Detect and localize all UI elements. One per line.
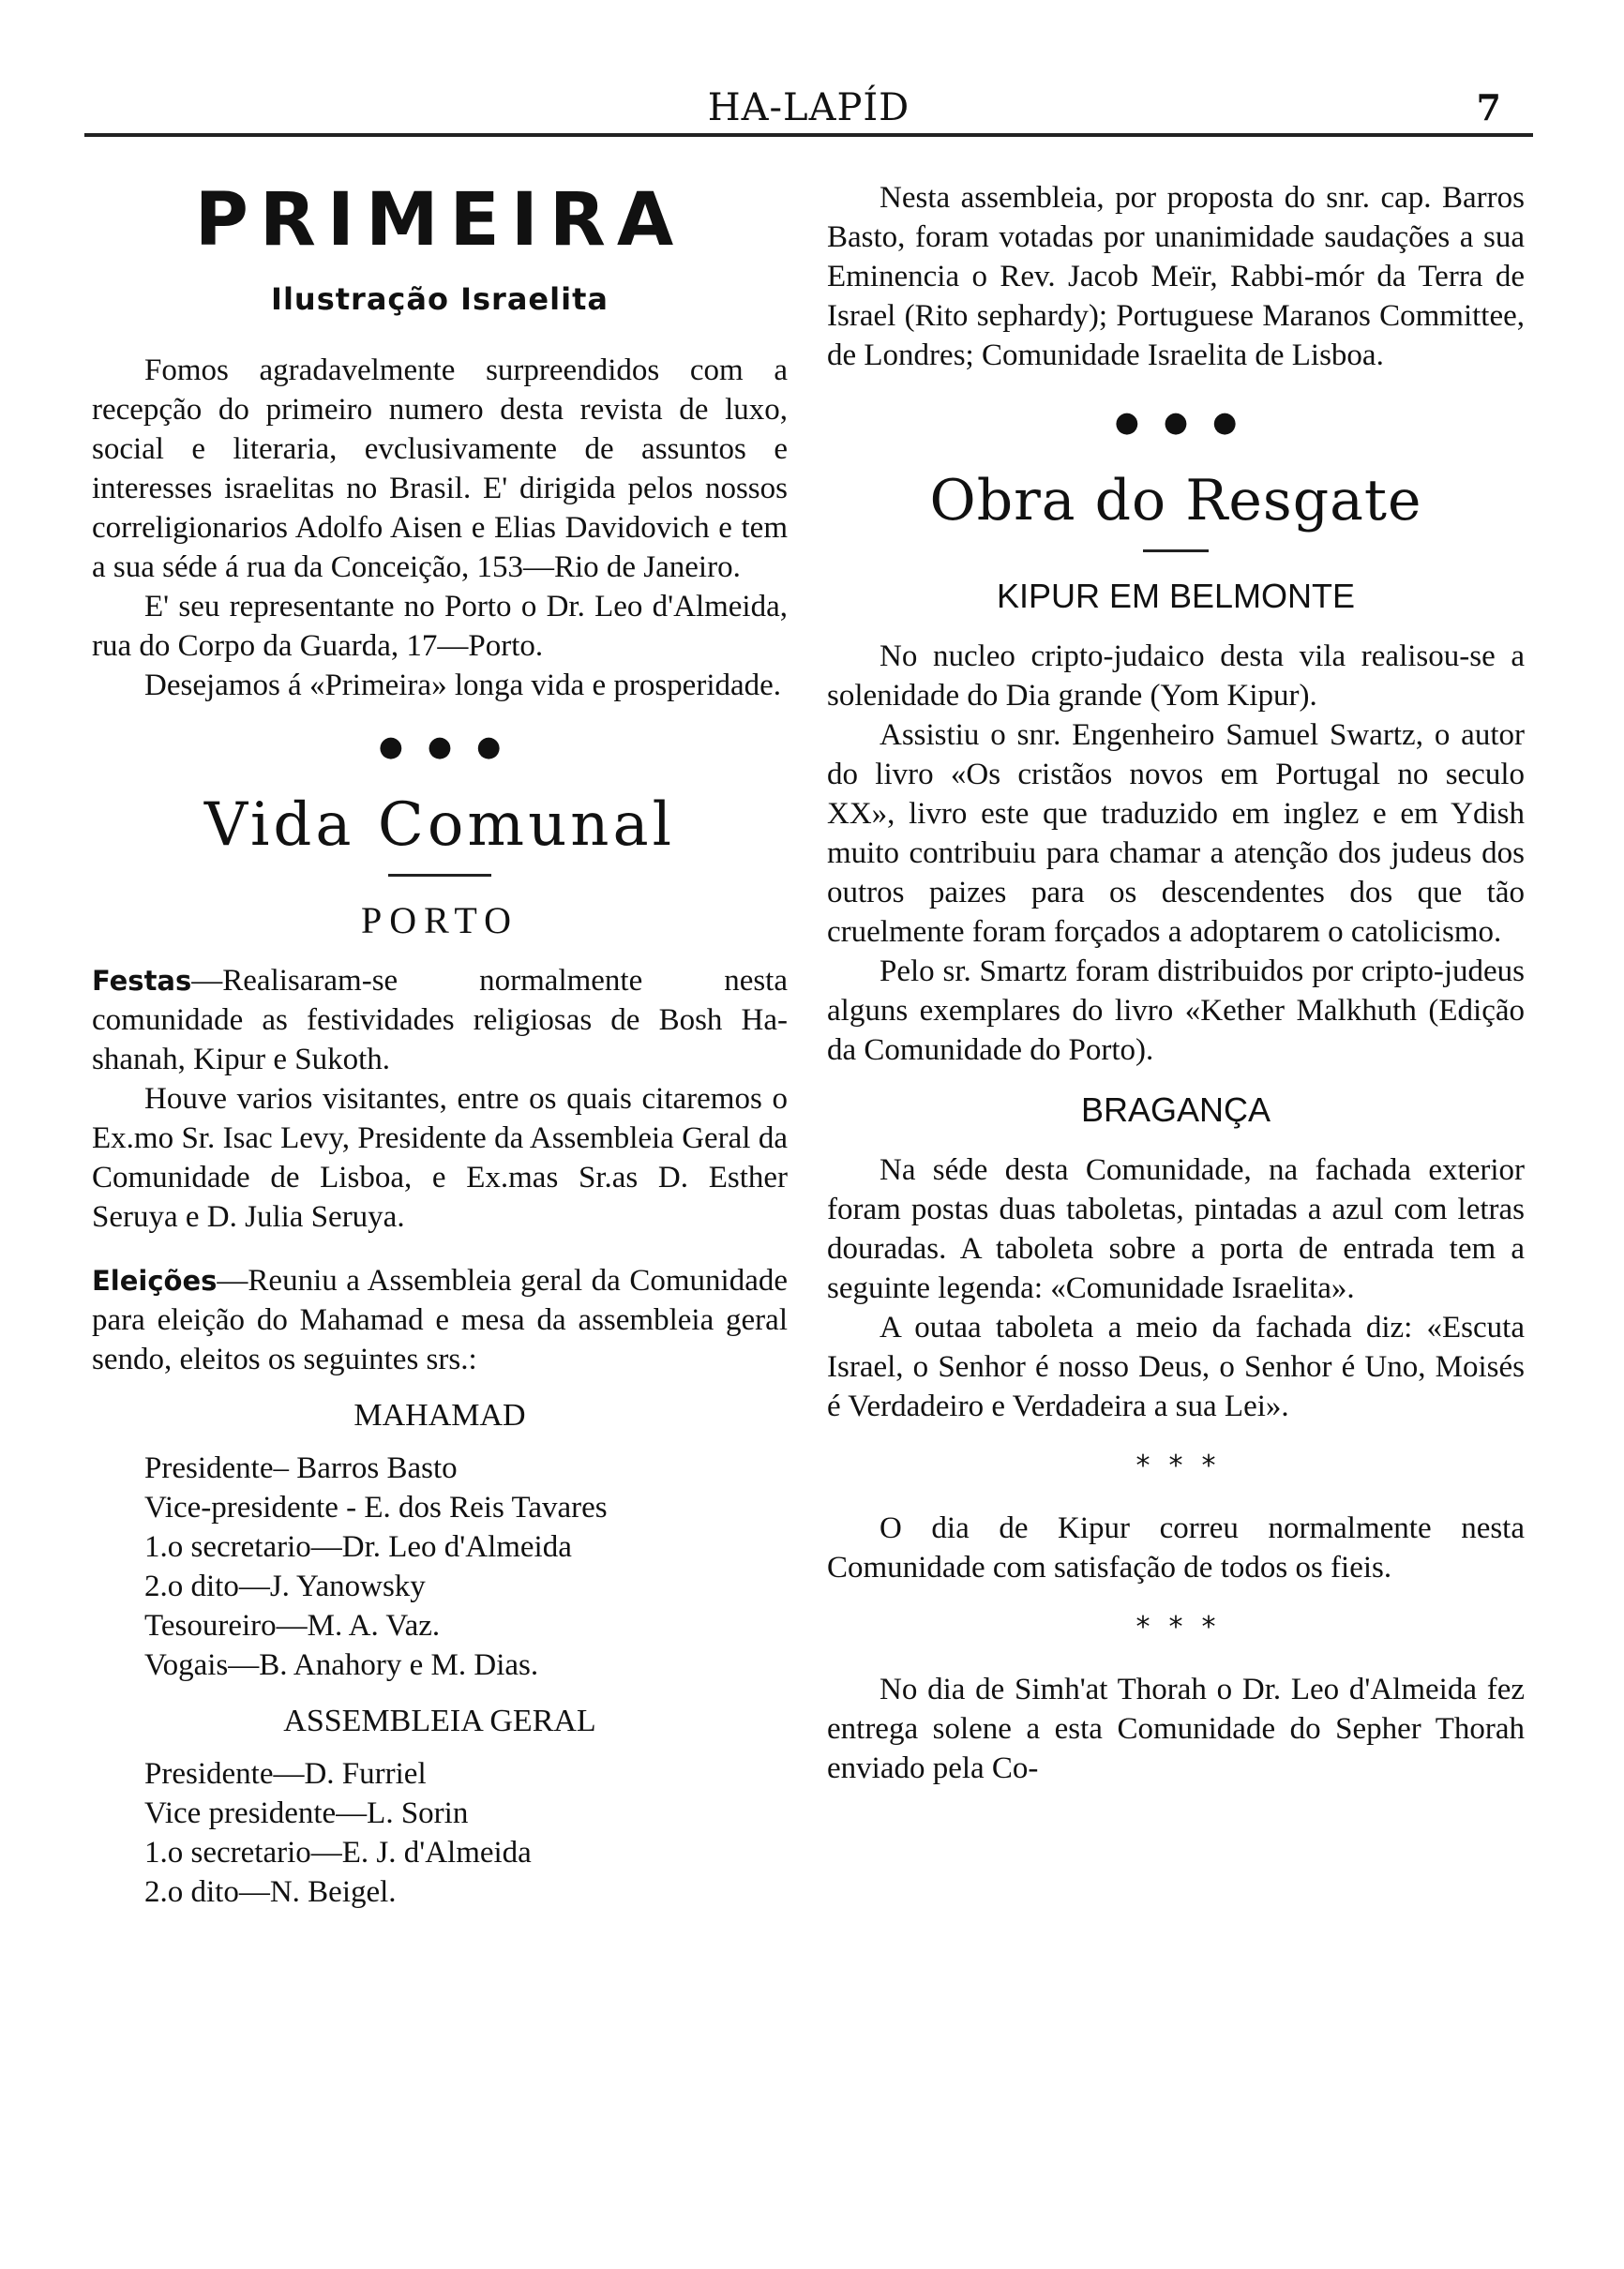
- mahamad-list: [92, 1449, 788, 1685]
- list-item: 2.o dito—N. Beigel.: [144, 1875, 397, 1909]
- kipur-normal-paragraph: O dia de Kipur correu normalmente nesta Comunidade com satisfação de todos os fieis.: [827, 1511, 1525, 1585]
- section-divider-stars: ***: [1135, 1450, 1235, 1482]
- kipur-paragraph: No nucleo cripto-judaico desta vila realisou-se a solenidade do Dia grande (Yom Kipur).: [827, 639, 1525, 713]
- list-item: 1.o secretario—E. J. d'Almeida: [144, 1836, 532, 1870]
- journal-title: HA-LAPÍD: [707, 86, 910, 129]
- primeira-subtitle: Ilustração Israelita: [271, 281, 609, 317]
- page-number: 7: [1476, 86, 1501, 128]
- festas-paragraph: [92, 961, 788, 1079]
- kipur-heading: KIPUR EM BELMONTE: [996, 577, 1356, 615]
- section-divider-stars: ***: [1135, 1611, 1235, 1644]
- eleicoes-label: Eleições: [92, 1265, 218, 1297]
- primeira-paragraph: E' seu representante no Porto o Dr. Leo d'Almeida, rua do Corpo da Guarda, 17—Porto.: [92, 590, 788, 663]
- title-rule: [1143, 549, 1209, 552]
- simhat-paragraph: No dia de Simh'at Thorah o Dr. Leo d'Almeida fez entrega solene a esta Comunidade do Sepher Thorah enviado pela Co-: [827, 1673, 1525, 1785]
- list-item: Presidente– Barros Basto: [144, 1451, 458, 1485]
- section-divider-dots: ●●●: [378, 730, 526, 763]
- primeira-paragraph: Fomos agradavelmente surpreendidos com a recepção do primeiro numero desta revista de luxo, social e literaria, evclusivamente de assuntos e interesses israelitas no Brasil. E' dirigida pelos nossos correligionarios Adolfo Aisen e Elias Davidovich e tem a sua séde á rua da Conceição, 153—Rio de Janeiro.: [92, 353, 788, 584]
- section-divider-dots: ●●●: [1114, 406, 1262, 439]
- right-column: [827, 178, 1525, 1788]
- title-rule: [388, 874, 491, 877]
- list-item: Presidente—D. Furriel: [144, 1757, 427, 1791]
- page-header: [84, 86, 1533, 143]
- spacer: [92, 1237, 788, 1261]
- vida-comunal-title: Vida Comunal: [203, 790, 676, 860]
- assembleia-heading: ASSEMBLEIA GERAL: [283, 1704, 596, 1738]
- braganca-paragraph: Na séde desta Comunidade, na fachada exterior foram postas duas taboletas, pintadas a azul com letras douradas. A taboleta sobre a porta de entrada tem a seguinte legenda: «Comunidade Israelita».: [827, 1153, 1525, 1305]
- list-item: 1.o secretario—Dr. Leo d'Almeida: [144, 1530, 572, 1564]
- kipur-paragraph: Pelo sr. Smartz foram distribuidos por cripto-judeus alguns exemplares do livro «Kether Malkhuth (Edição da Comunidade do Porto).: [827, 954, 1525, 1067]
- porto-heading: PORTO: [360, 899, 519, 941]
- festas-text: —Realisaram-se normalmente nesta comunidade as festividades religiosas de Bosh Ha-shanah, Kipur e Sukoth.: [92, 964, 788, 1076]
- list-item: 2.o dito—J. Yanowsky: [144, 1570, 426, 1603]
- visitantes-paragraph: Houve varios visitantes, entre os quais citaremos o Ex.mo Sr. Isac Levy, Presidente da Assembleia Geral da Comunidade de Lisboa, e Ex.mas Sr.as D. Esther Seruya e D. Julia Seruya.: [92, 1082, 788, 1234]
- mahamad-heading: MAHAMAD: [353, 1398, 526, 1433]
- eleicoes-paragraph: [92, 1261, 788, 1379]
- assembleia-list: [92, 1754, 788, 1912]
- header-rule: [84, 133, 1533, 137]
- obra-title: Obra do Resgate: [929, 468, 1422, 533]
- assembleia-paragraph: Nesta assembleia, por proposta do snr. cap. Barros Basto, foram votadas por unanimidade saudações a sua Eminencia o Rev. Jacob Meïr, Rabbi-mór da Terra de Israel (Rito sephardy); Portuguese Maranos Committee, de Londres; Comunidade Israelita de Lisboa.: [827, 181, 1525, 372]
- braganca-paragraph: A outaa taboleta a meio da fachada diz: «Escuta Israel, o Senhor é nosso Deus, o Senhor é Uno, Moisés é Verdadeiro e Verdadeira a sua Lei».: [827, 1311, 1525, 1423]
- list-item: Vogais—B. Anahory e M. Dias.: [144, 1648, 539, 1682]
- eleicoes-text: —Reuniu a Assembleia geral da Comunidade para eleição do Mahamad e mesa da assembleia geral sendo, eleitos os seguintes srs.:: [92, 1264, 788, 1376]
- list-item: Vice-presidente - E. dos Reis Tavares: [144, 1491, 608, 1525]
- braganca-heading: BRAGANÇA: [1080, 1090, 1271, 1129]
- kipur-paragraph: Assistiu o snr. Engenheiro Samuel Swartz, o autor do livro «Os cristãos novos em Portugal no seculo XX», livro este que traduzido em inglez e em Ydish muito contribuiu para chamar a atenção dos judeus dos outros paizes para os descendentes dos que tão cruelmente foram forçados a adoptarem o catolicismo.: [827, 718, 1525, 949]
- primeira-title: PRIMEIRA: [194, 178, 685, 263]
- list-item: Tesoureiro—M. A. Vaz.: [144, 1609, 441, 1643]
- list-item: Vice presidente—L. Sorin: [144, 1796, 469, 1830]
- festas-label: Festas: [92, 965, 192, 997]
- primeira-paragraph: Desejamos á «Primeira» longa vida e prosperidade.: [144, 669, 782, 702]
- left-column: [92, 178, 788, 1912]
